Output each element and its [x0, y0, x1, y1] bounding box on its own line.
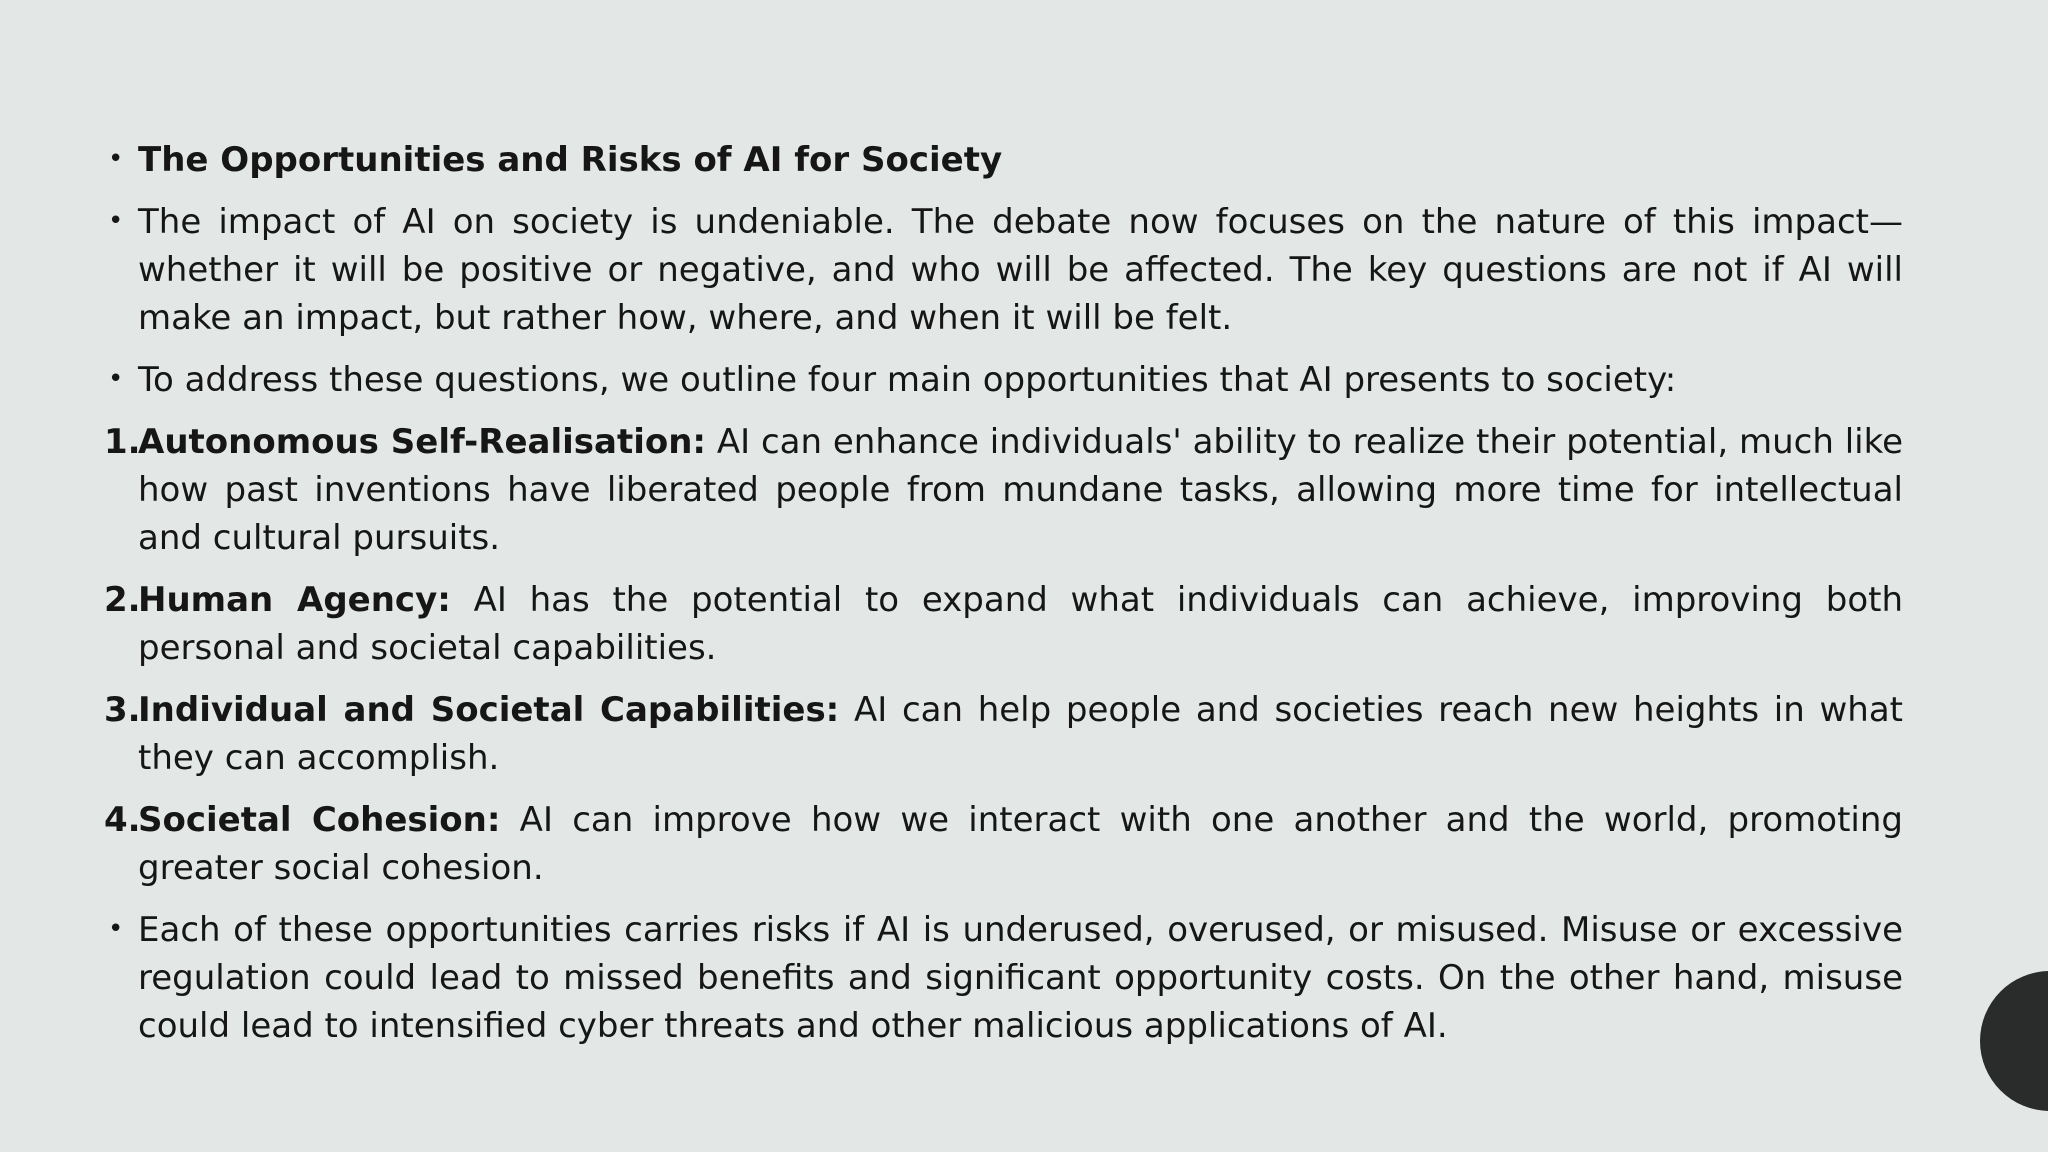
item-text: AI can enhance individuals' ability to realize their potential, much like how past inventions have liberated people from mundane tasks, allowing more time for intellectual and cultural pursuits. [138, 422, 1903, 558]
opportunity-item-3 [106, 686, 1903, 782]
opportunity-item-2 [106, 576, 1903, 672]
bullet-marker: • [108, 364, 124, 394]
slide-title: The Opportunities and Risks of AI for Society [138, 140, 1003, 180]
item-heading: Individual and Societal Capabilities: [138, 690, 840, 730]
closing-bullet [106, 906, 1903, 1050]
opportunity-item-4 [106, 796, 1903, 892]
title-bullet [106, 136, 1903, 184]
item-text: AI has the potential to expand what individuals can achieve, improving both personal and societal capabilities. [138, 580, 1904, 668]
slide-content [106, 136, 1903, 1064]
item-heading: Autonomous Self-Realisation: [138, 422, 707, 462]
item-heading: Human Agency: [138, 580, 451, 620]
bullet-marker: • [108, 144, 124, 174]
lead-in-text: To address these questions, we outline four main opportunities that AI presents to society: [138, 360, 1677, 400]
intro-bullet [106, 198, 1903, 342]
closing-text: Each of these opportunities carries risks if AI is underused, overused, or misused. Misuse or excessive regulation could lead to missed benefits and significant opportunity costs. On the other hand, misuse could lead to intensified cyber threats and other malicious applications of AI. [138, 910, 1903, 1046]
item-number: 2. [104, 580, 141, 620]
item-text: AI can improve how we interact with one another and the world, promoting greater social cohesion. [138, 800, 1903, 888]
decorative-circle [1980, 971, 2048, 1111]
opportunity-item-1 [106, 418, 1903, 562]
item-number: 1. [104, 422, 141, 462]
bullet-marker: • [108, 914, 124, 944]
item-number: 4. [104, 800, 141, 840]
item-number: 3. [104, 690, 141, 730]
lead-in-bullet [106, 356, 1903, 404]
intro-text: The impact of AI on society is undeniable. The debate now focuses on the nature of this impact—whether it will be positive or negative, and who will be affected. The key questions are not if AI will make an impact, but rather how, where, and when it will be felt. [138, 202, 1903, 338]
item-heading: Societal Cohesion: [138, 800, 501, 840]
bullet-marker: • [108, 206, 124, 236]
item-text: AI can help people and societies reach new heights in what they can accomplish. [138, 690, 1903, 778]
